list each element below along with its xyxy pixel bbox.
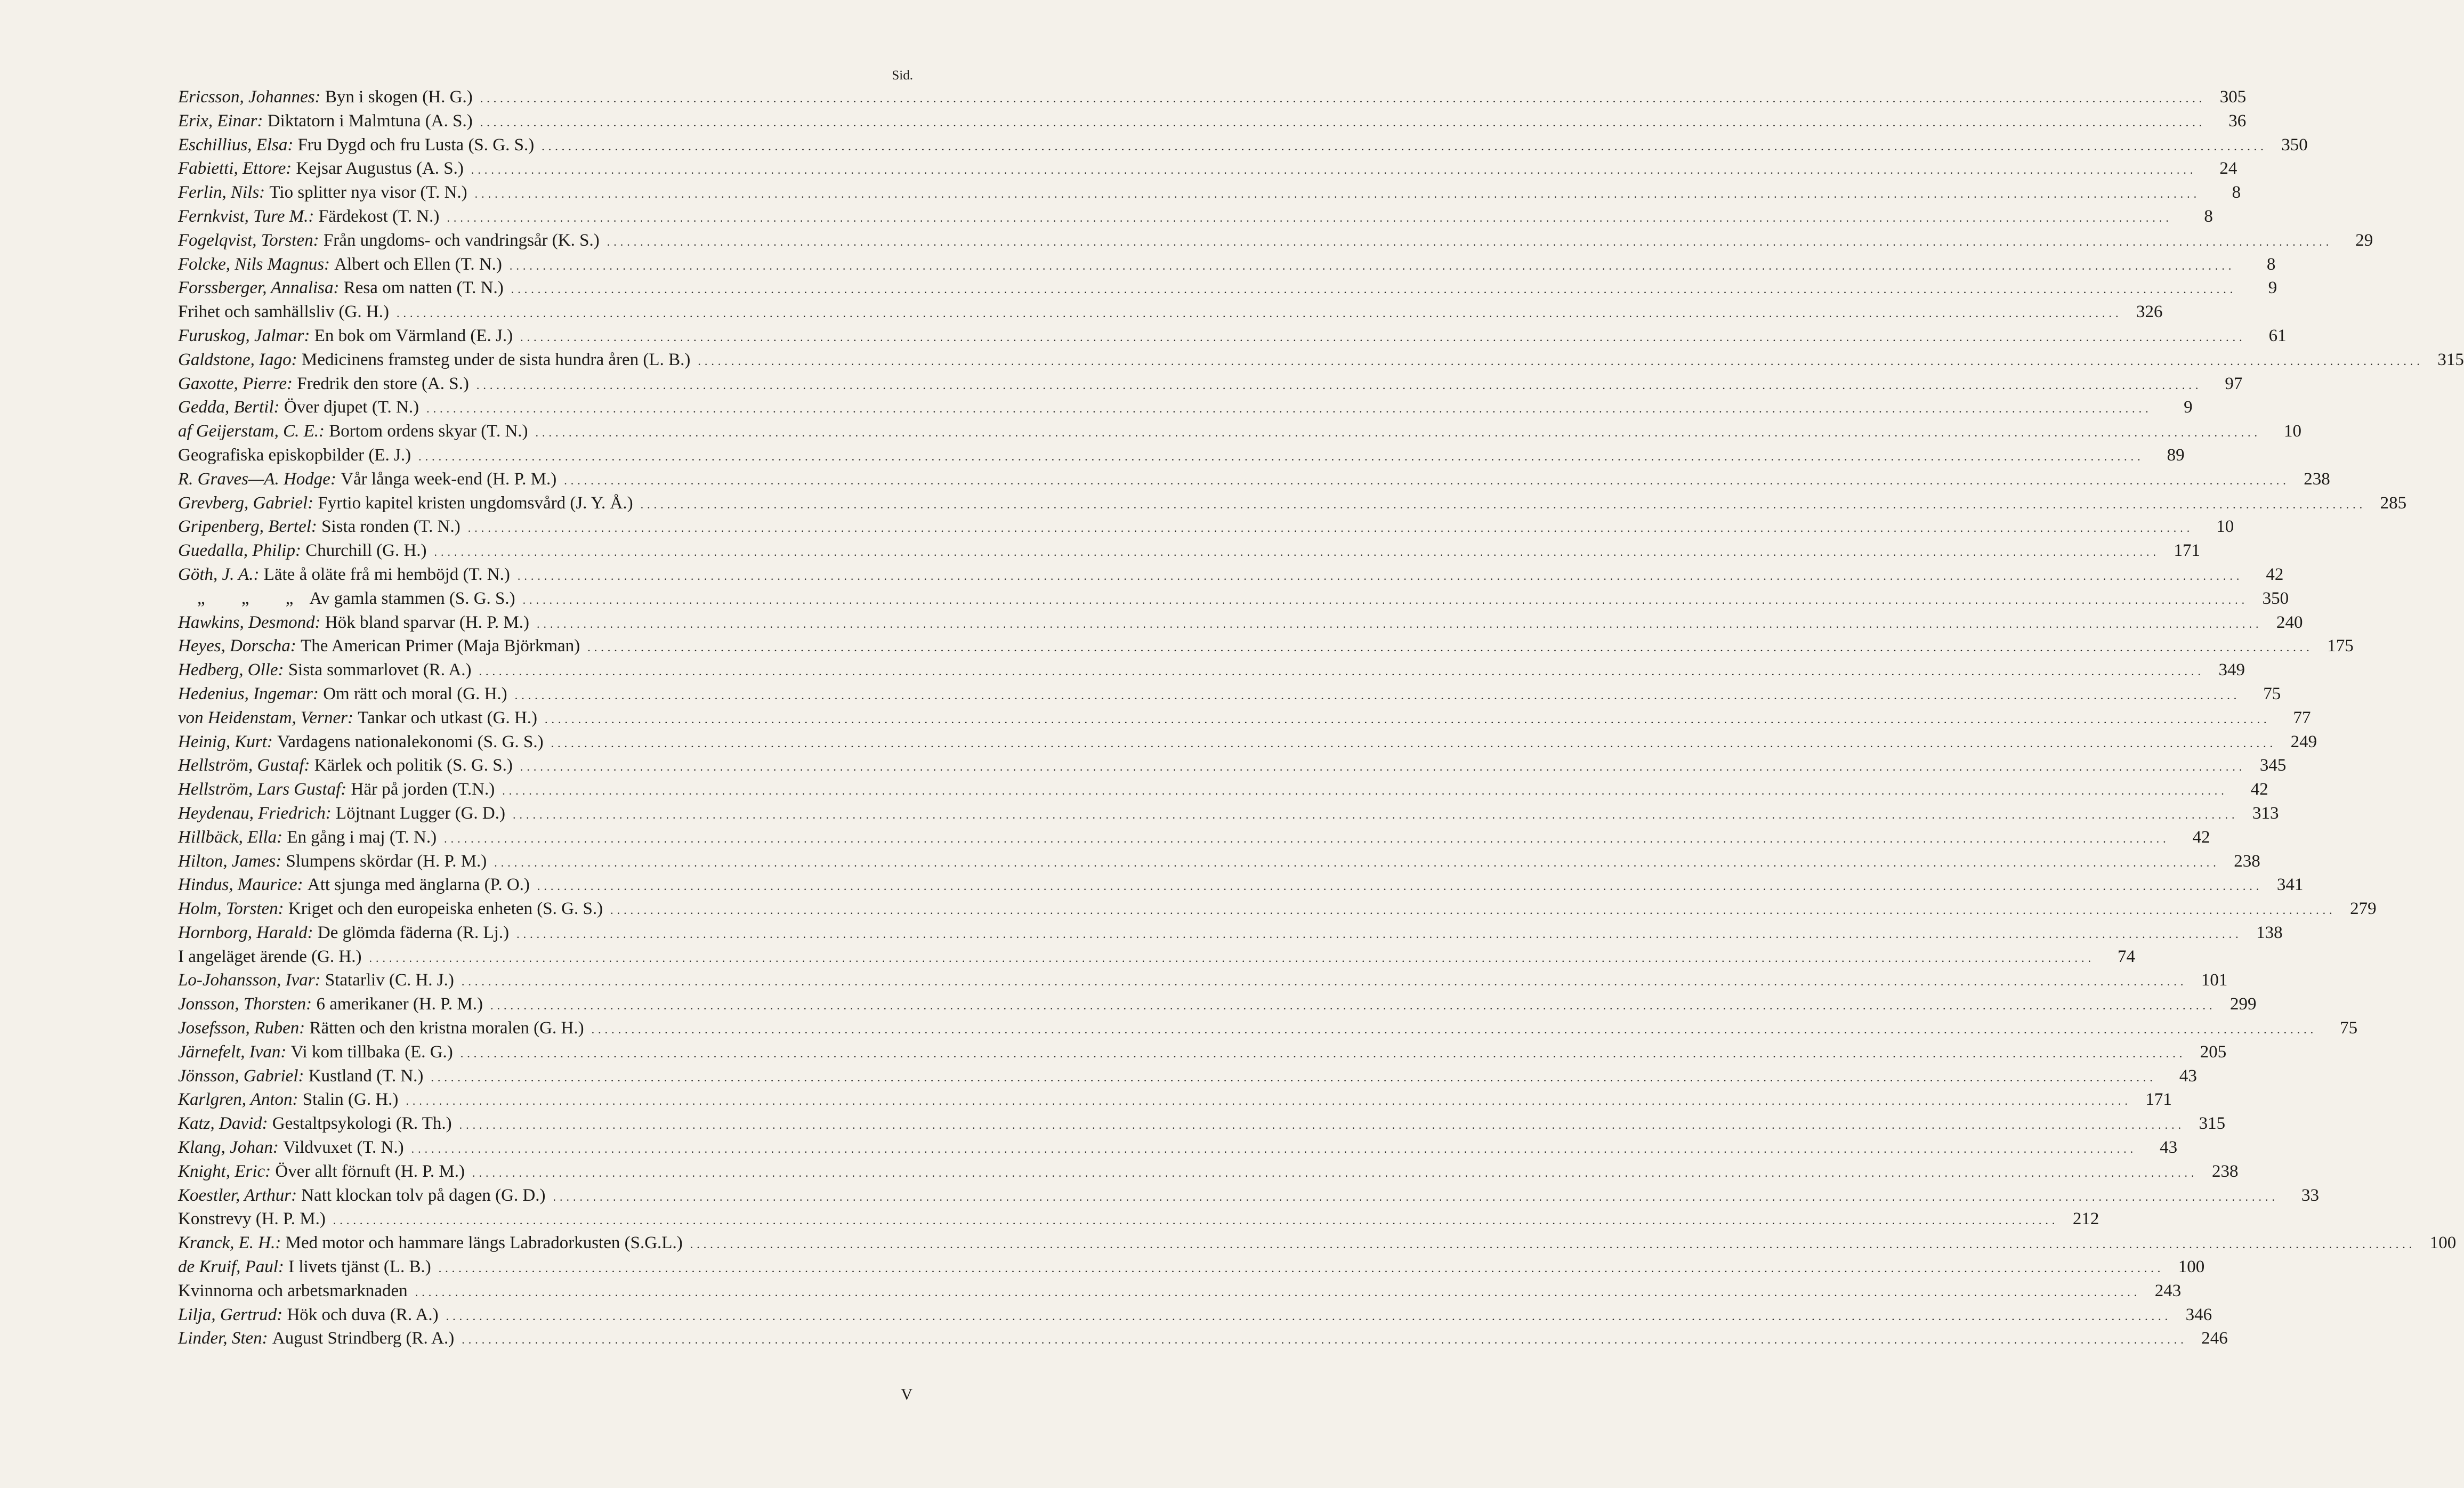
entry-page-number: 171 xyxy=(2145,1090,2172,1110)
index-entry xyxy=(178,133,2308,157)
entry-page-number: 33 xyxy=(2301,1185,2320,1205)
dot-leader: ................................................................................................................................................................................................................................................................... xyxy=(446,1309,2172,1323)
entry-author: Knight, Eric: xyxy=(178,1161,271,1181)
entry-title: Byn i skogen (H. G.) xyxy=(325,87,473,107)
entry-page-number: 315 xyxy=(2437,350,2464,369)
index-entry xyxy=(178,85,2247,109)
dot-leader: ................................................................................................................................................................................................................................................................... xyxy=(535,426,2261,440)
index-entry xyxy=(178,419,2302,443)
entry-title: Löjtnant Lugger (G. D.) xyxy=(336,803,505,823)
entry-page-number: 138 xyxy=(2256,923,2283,942)
entry-title: Om rätt och moral (G. H.) xyxy=(323,684,507,703)
entry-title: Färdekost (T. N.) xyxy=(318,206,440,226)
index-entry xyxy=(178,181,2241,205)
dot-leader: ................................................................................................................................................................................................................................................................... xyxy=(418,449,2144,463)
entry-page-number: 10 xyxy=(2284,422,2302,441)
entry-author: Heydenau, Friedrich: xyxy=(178,803,332,823)
index-entry xyxy=(178,467,2330,491)
dot-leader: ................................................................................................................................................................................................................................................................... xyxy=(476,378,2202,392)
dot-leader: ................................................................................................................................................................................................................................................................... xyxy=(511,282,2237,296)
dot-leader: ................................................................................................................................................................................................................................................................... xyxy=(396,306,2122,320)
index-entry xyxy=(178,1184,2320,1208)
dot-leader: ................................................................................................................................................................................................................................................................... xyxy=(522,593,2249,606)
entry-page-number: 279 xyxy=(2350,899,2377,919)
entry-author: Furuskog, Jalmar: xyxy=(178,326,310,345)
entry-page-number: 249 xyxy=(2290,732,2317,751)
entry-page-number: 36 xyxy=(2228,111,2247,131)
dot-leader: ................................................................................................................................................................................................................................................................... xyxy=(480,115,2206,129)
entry-author: Erix, Einar: xyxy=(178,111,263,131)
dot-leader: ................................................................................................................................................................................................................................................................... xyxy=(438,1261,2164,1275)
index-entry xyxy=(178,778,2268,802)
entry-title: I angeläget ärende (G. H.) xyxy=(178,947,362,966)
entry-author: Lilja, Gertrud: xyxy=(178,1305,283,1324)
dot-leader: ................................................................................................................................................................................................................................................................... xyxy=(545,712,2271,726)
dot-leader: ................................................................................................................................................................................................................................................................... xyxy=(460,1046,2186,1060)
dot-leader: ................................................................................................................................................................................................................................................................... xyxy=(514,688,2241,702)
dot-leader: ................................................................................................................................................................................................................................................................... xyxy=(444,831,2170,845)
entry-title: Fredrik den store (A. S.) xyxy=(297,374,469,393)
entry-title: Albert och Ellen (T. N.) xyxy=(334,254,502,274)
entry-title: De glömda fäderna (R. Lj.) xyxy=(317,923,510,942)
dot-leader: ................................................................................................................................................................................................................................................................... xyxy=(502,784,2228,798)
dot-leader: ................................................................................................................................................................................................................................................................... xyxy=(513,807,2239,821)
entry-title: Kejsar Augustus (A. S.) xyxy=(296,159,464,179)
entry-author: Göth, J. A.: xyxy=(178,564,260,584)
entry-page-number: 8 xyxy=(2232,183,2241,203)
dot-leader: ................................................................................................................................................................................................................................................................... xyxy=(509,258,2235,272)
entry-author: af Geijerstam, C. E.: xyxy=(178,422,325,441)
entry-page-number: 238 xyxy=(2234,851,2260,871)
dot-leader: ................................................................................................................................................................................................................................................................... xyxy=(517,569,2243,583)
entry-title: Geografiska episkopbilder (E. J.) xyxy=(178,445,411,465)
dot-leader: ................................................................................................................................................................................................................................................................... xyxy=(406,1094,2131,1108)
entry-page-number: 100 xyxy=(2178,1257,2205,1277)
entry-author: R. Graves—A. Hodge: xyxy=(178,469,336,489)
index-entry xyxy=(178,300,2163,324)
dot-leader: ................................................................................................................................................................................................................................................................... xyxy=(610,903,2336,917)
index-entry xyxy=(178,276,2277,300)
entry-page-number: 346 xyxy=(2185,1305,2212,1324)
entry-page-number: 205 xyxy=(2200,1042,2227,1062)
dot-leader: ................................................................................................................................................................................................................................................................... xyxy=(479,665,2205,678)
entry-page-number: 349 xyxy=(2218,660,2245,680)
dot-leader: ................................................................................................................................................................................................................................................................... xyxy=(553,1190,2279,1203)
entry-title: Konstrevy (H. P. M.) xyxy=(178,1209,326,1229)
entry-page-number: 101 xyxy=(2201,971,2228,990)
entry-title: Churchill (G. H.) xyxy=(305,541,427,561)
entry-author: Klang, Johan: xyxy=(178,1138,279,1158)
index-entry xyxy=(178,1279,2182,1303)
index-entry xyxy=(178,1231,2457,1255)
dot-leader: ................................................................................................................................................................................................................................................................... xyxy=(474,187,2201,201)
dot-leader: ................................................................................................................................................................................................................................................................... xyxy=(459,1118,2185,1132)
index-entry xyxy=(178,157,2237,181)
page-number: V xyxy=(901,1386,912,1403)
dot-leader: ................................................................................................................................................................................................................................................................... xyxy=(607,234,2333,248)
entry-author: Linder, Sten: xyxy=(178,1329,268,1348)
entry-title: Sista ronden (T. N.) xyxy=(321,517,461,537)
dot-leader: ................................................................................................................................................................................................................................................................... xyxy=(520,760,2246,774)
entry-title: August Strindberg (R. A.) xyxy=(272,1329,455,1348)
index-entry xyxy=(178,968,2228,992)
entry-page-number: 175 xyxy=(2327,636,2354,656)
entry-author: Gaxotte, Pierre: xyxy=(178,374,293,393)
entry-page-number: 8 xyxy=(2266,254,2276,274)
dot-leader: ................................................................................................................................................................................................................................................................... xyxy=(447,211,2172,224)
entry-author: Eschillius, Elsa: xyxy=(178,135,294,155)
entry-title: Rätten och den kristna moralen (G. H.) xyxy=(309,1018,584,1038)
entry-author: Gripenberg, Bertel: xyxy=(178,517,317,537)
index-entry xyxy=(178,873,2304,897)
entry-title: Stalin (G. H.) xyxy=(302,1090,399,1110)
index-entry xyxy=(178,897,2377,921)
entry-title: Bortom ordens skyar (T. N.) xyxy=(329,422,528,441)
entry-author: Jonsson, Thorsten: xyxy=(178,994,312,1014)
entry-author: Hindus, Maurice: xyxy=(178,875,303,895)
entry-title: Natt klockan tolv på dagen (G. D.) xyxy=(301,1185,546,1205)
index-entry xyxy=(178,921,2283,945)
index-entry xyxy=(178,253,2276,277)
entry-title: Tankar och utkast (G. H.) xyxy=(358,708,538,727)
page-column-heading: Sid. xyxy=(892,68,913,83)
entry-title: Sista sommarlovet (R. A.) xyxy=(288,660,472,680)
entry-author: Koestler, Arthur: xyxy=(178,1185,297,1205)
entry-title: Kvinnorna och arbetsmarknaden xyxy=(178,1281,408,1300)
entry-title: Över djupet (T. N.) xyxy=(284,398,419,417)
entry-page-number: 171 xyxy=(2174,541,2201,561)
entry-title: Vi kom tillbaka (E. G.) xyxy=(290,1042,453,1062)
dot-leader: ................................................................................................................................................................................................................................................................... xyxy=(333,1214,2059,1227)
entry-title: En gång i maj (T. N.) xyxy=(287,827,437,847)
entry-author: Ferlin, Nils: xyxy=(178,183,265,203)
entry-title: Med motor och hammare längs Labradorkusten (S.G.L.) xyxy=(285,1233,683,1253)
entry-author: Katz, David: xyxy=(178,1114,268,1134)
entry-title: Från ungdoms- och vandringsår (K. S.) xyxy=(323,230,600,250)
entry-page-number: 74 xyxy=(2118,947,2135,966)
dot-leader: ................................................................................................................................................................................................................................................................... xyxy=(520,330,2246,344)
entry-page-number: 42 xyxy=(2250,780,2268,799)
dot-leader: ................................................................................................................................................................................................................................................................... xyxy=(551,736,2277,750)
dot-leader: ................................................................................................................................................................................................................................................................... xyxy=(480,92,2206,105)
index-entry xyxy=(178,730,2317,754)
dot-leader: ................................................................................................................................................................................................................................................................... xyxy=(542,139,2267,153)
entry-title: Över allt förnuft (H. P. M.) xyxy=(275,1161,465,1181)
entry-author: Hellström, Lars Gustaf: xyxy=(178,780,347,799)
entry-page-number: 240 xyxy=(2276,612,2303,632)
dot-leader: ................................................................................................................................................................................................................................................................... xyxy=(564,473,2290,487)
entry-page-number: 326 xyxy=(2136,302,2163,322)
dot-leader: ................................................................................................................................................................................................................................................................... xyxy=(490,999,2216,1013)
dot-leader: ................................................................................................................................................................................................................................................................... xyxy=(461,975,2187,989)
dot-leader: ................................................................................................................................................................................................................................................................... xyxy=(462,1333,2187,1347)
entry-title: Statarliv (C. H. J.) xyxy=(325,971,454,990)
entry-author: von Heidenstam, Verner: xyxy=(178,708,354,727)
entry-page-number: 43 xyxy=(2160,1138,2178,1158)
index-entry xyxy=(178,324,2287,348)
dot-leader: ................................................................................................................................................................................................................................................................... xyxy=(472,1166,2198,1179)
entry-author: Grevberg, Gabriel: xyxy=(178,493,314,513)
index-entry xyxy=(178,539,2201,563)
entry-author: Guedalla, Philip: xyxy=(178,541,301,561)
entry-page-number: 313 xyxy=(2252,803,2279,823)
index-entry xyxy=(178,1064,2197,1088)
dot-leader: ................................................................................................................................................................................................................................................................... xyxy=(587,641,2313,654)
entry-title: Diktatorn i Malmtuna (A. S.) xyxy=(267,111,473,131)
entry-page-number: 10 xyxy=(2216,517,2234,537)
dot-leader: ................................................................................................................................................................................................................................................................... xyxy=(698,354,2423,368)
dot-leader: ................................................................................................................................................................................................................................................................... xyxy=(467,521,2194,535)
entry-title: Medicinens framsteg under de sista hundra åren (L. B.) xyxy=(301,350,691,369)
entry-author: Fabietti, Ettore: xyxy=(178,159,292,179)
index-entry xyxy=(178,1088,2172,1112)
index-entry xyxy=(178,491,2407,515)
entry-author: Karlgren, Anton: xyxy=(178,1090,298,1110)
entry-author: Hedberg, Olle: xyxy=(178,660,284,680)
entry-page-number: 24 xyxy=(2219,159,2237,179)
entry-page-number: 299 xyxy=(2229,994,2257,1014)
index-entry xyxy=(178,395,2193,419)
index-entry xyxy=(178,992,2257,1016)
entry-title: Kustland (T. N.) xyxy=(308,1066,424,1086)
entry-page-number: 350 xyxy=(2281,135,2308,155)
entry-page-number: 42 xyxy=(2192,827,2210,847)
dot-leader: ................................................................................................................................................................................................................................................................... xyxy=(591,1023,2317,1037)
index-entry xyxy=(178,611,2303,635)
entry-title: Vår långa week-end (H. P. M.) xyxy=(341,469,557,489)
index-entry xyxy=(178,826,2210,850)
entry-title: Hök bland sparvar (H. P. M.) xyxy=(325,612,530,632)
index-entry xyxy=(178,754,2287,778)
entry-author: Hornborg, Harald: xyxy=(178,923,313,942)
entry-title: Tio splitter nya visor (T. N.) xyxy=(269,183,467,203)
index-entry xyxy=(178,945,2135,969)
entry-author: Kranck, E. H.: xyxy=(178,1233,281,1253)
entry-author: Hellström, Gustaf: xyxy=(178,756,310,775)
dot-leader: ................................................................................................................................................................................................................................................................... xyxy=(640,497,2366,511)
index-entry xyxy=(178,1016,2358,1040)
index-entry xyxy=(178,1136,2178,1160)
index-entry xyxy=(178,1160,2239,1184)
entry-page-number: 305 xyxy=(2219,87,2247,107)
index-entry xyxy=(178,205,2213,229)
entry-author: Järnefelt, Ivan: xyxy=(178,1042,287,1062)
dot-leader: ................................................................................................................................................................................................................................................................... xyxy=(415,1285,2141,1299)
entry-author: Fogelqvist, Torsten: xyxy=(178,230,319,250)
index-entry xyxy=(178,1207,2099,1231)
entry-title: Vildvuxet (T. N.) xyxy=(283,1138,404,1158)
entry-author: Heinig, Kurt: xyxy=(178,732,273,751)
index-entry xyxy=(178,1040,2227,1064)
index-entry xyxy=(178,109,2247,133)
index-entry xyxy=(178,850,2260,874)
entry-page-number: 315 xyxy=(2199,1114,2226,1134)
index-entry xyxy=(178,587,2289,611)
index-entry xyxy=(178,515,2234,539)
entry-title: Här på jorden (T.N.) xyxy=(351,780,495,799)
dot-leader: ................................................................................................................................................................................................................................................................... xyxy=(690,1238,2416,1251)
index-entry xyxy=(178,1327,2228,1350)
entry-page-number: 341 xyxy=(2276,875,2304,895)
index-list xyxy=(178,85,2464,1350)
entry-title: En bok om Värmland (E. J.) xyxy=(314,326,513,345)
index-entry xyxy=(178,802,2279,826)
index-entry xyxy=(178,348,2464,372)
entry-title: Resa om natten (T. N.) xyxy=(343,278,504,298)
index-entry xyxy=(178,706,2311,730)
entry-page-number: 9 xyxy=(2184,398,2193,417)
entry-title: Fyrtio kapitel kristen ungdomsvård (J. Y. Å.) xyxy=(318,493,633,513)
index-entry xyxy=(178,443,2185,467)
entry-author: Forssberger, Annalisa: xyxy=(178,278,340,298)
entry-page-number: 246 xyxy=(2201,1329,2228,1348)
entry-author: Lo-Johansson, Ivar: xyxy=(178,971,321,990)
dot-leader: ................................................................................................................................................................................................................................................................... xyxy=(411,1142,2137,1156)
dot-leader: ................................................................................................................................................................................................................................................................... xyxy=(494,855,2220,869)
entry-title: Hök och duva (R. A.) xyxy=(287,1305,439,1324)
entry-page-number: 42 xyxy=(2266,564,2284,584)
entry-page-number: 8 xyxy=(2204,206,2213,226)
entry-title: Läte å oläte frå mi hemböjd (T. N.) xyxy=(263,564,510,584)
index-entry xyxy=(178,682,2281,706)
entry-author: de Kruif, Paul: xyxy=(178,1257,284,1277)
entry-author: Jönsson, Gabriel: xyxy=(178,1066,304,1086)
index-entry xyxy=(178,1112,2226,1136)
dot-leader: ................................................................................................................................................................................................................................................................... xyxy=(516,927,2242,941)
entry-author: Heyes, Dorscha: xyxy=(178,636,296,656)
entry-title: Av gamla stammen (S. G. S.) xyxy=(309,588,515,608)
entry-page-number: 75 xyxy=(2340,1018,2358,1038)
index-entry xyxy=(178,634,2354,658)
dot-leader: ................................................................................................................................................................................................................................................................... xyxy=(426,402,2152,416)
entry-page-number: 75 xyxy=(2263,684,2281,703)
entry-author: Holm, Torsten: xyxy=(178,899,284,919)
index-entry xyxy=(178,1303,2212,1327)
entry-page-number: 350 xyxy=(2262,588,2289,608)
dot-leader: ................................................................................................................................................................................................................................................................... xyxy=(369,951,2095,965)
entry-page-number: 61 xyxy=(2268,326,2287,345)
entry-title: Kärlek och politik (S. G. S.) xyxy=(314,756,513,775)
entry-author: Hedenius, Ingemar: xyxy=(178,684,319,703)
entry-title: Gestaltpsykologi (R. Th.) xyxy=(272,1114,452,1134)
entry-page-number: 243 xyxy=(2154,1281,2182,1300)
entry-ditto-marks: „ „ „ xyxy=(197,588,310,608)
entry-author: Gedda, Bertil: xyxy=(178,398,280,417)
entry-author: Hawkins, Desmond: xyxy=(178,612,321,632)
index-entry xyxy=(178,563,2284,587)
entry-page-number: 97 xyxy=(2225,374,2243,393)
entry-title: Slumpens skördar (H. P. M.) xyxy=(286,851,487,871)
entry-author: Hillbäck, Ella: xyxy=(178,827,283,847)
entry-author: Josefsson, Ruben: xyxy=(178,1018,305,1038)
entry-page-number: 89 xyxy=(2167,445,2185,465)
dot-leader: ................................................................................................................................................................................................................................................................... xyxy=(537,879,2263,893)
index-entry xyxy=(178,229,2373,253)
entry-page-number: 77 xyxy=(2293,708,2311,727)
entry-page-number: 9 xyxy=(2268,278,2277,298)
entry-author: Fernkvist, Ture M.: xyxy=(178,206,314,226)
dot-leader: ................................................................................................................................................................................................................................................................... xyxy=(471,163,2197,177)
dot-leader: ................................................................................................................................................................................................................................................................... xyxy=(434,545,2160,559)
entry-title: Att sjunga med änglarna (P. O.) xyxy=(307,875,530,895)
entry-page-number: 345 xyxy=(2259,756,2287,775)
entry-title: 6 amerikaner (H. P. M.) xyxy=(316,994,483,1014)
entry-page-number: 100 xyxy=(2429,1233,2457,1253)
entry-title: Frihet och samhällsliv (G. H.) xyxy=(178,302,389,322)
entry-page-number: 29 xyxy=(2355,230,2373,250)
entry-page-number: 285 xyxy=(2380,493,2407,513)
entry-author: Hilton, James: xyxy=(178,851,282,871)
entry-page-number: 43 xyxy=(2179,1066,2197,1086)
entry-author: Folcke, Nils Magnus: xyxy=(178,254,330,274)
index-entry xyxy=(178,658,2245,682)
entry-page-number: 212 xyxy=(2072,1209,2099,1229)
entry-title: Vardagens nationalekonomi (S. G. S.) xyxy=(277,732,544,751)
entry-page-number: 238 xyxy=(2212,1161,2239,1181)
dot-leader: ................................................................................................................................................................................................................................................................... xyxy=(537,617,2263,630)
entry-title: Fru Dygd och fru Lusta (S. G. S.) xyxy=(297,135,535,155)
entry-title: The American Primer (Maja Björkman) xyxy=(301,636,580,656)
dot-leader: ................................................................................................................................................................................................................................................................... xyxy=(431,1070,2156,1084)
entry-author: Ericsson, Johannes: xyxy=(178,87,321,107)
entry-title: I livets tjänst (L. B.) xyxy=(288,1257,431,1277)
index-entry xyxy=(178,372,2243,396)
index-entry xyxy=(178,1255,2205,1279)
entry-title: Kriget och den europeiska enheten (S. G. S.) xyxy=(288,899,603,919)
entry-author: Galdstone, Iago: xyxy=(178,350,297,369)
entry-page-number: 238 xyxy=(2304,469,2330,489)
